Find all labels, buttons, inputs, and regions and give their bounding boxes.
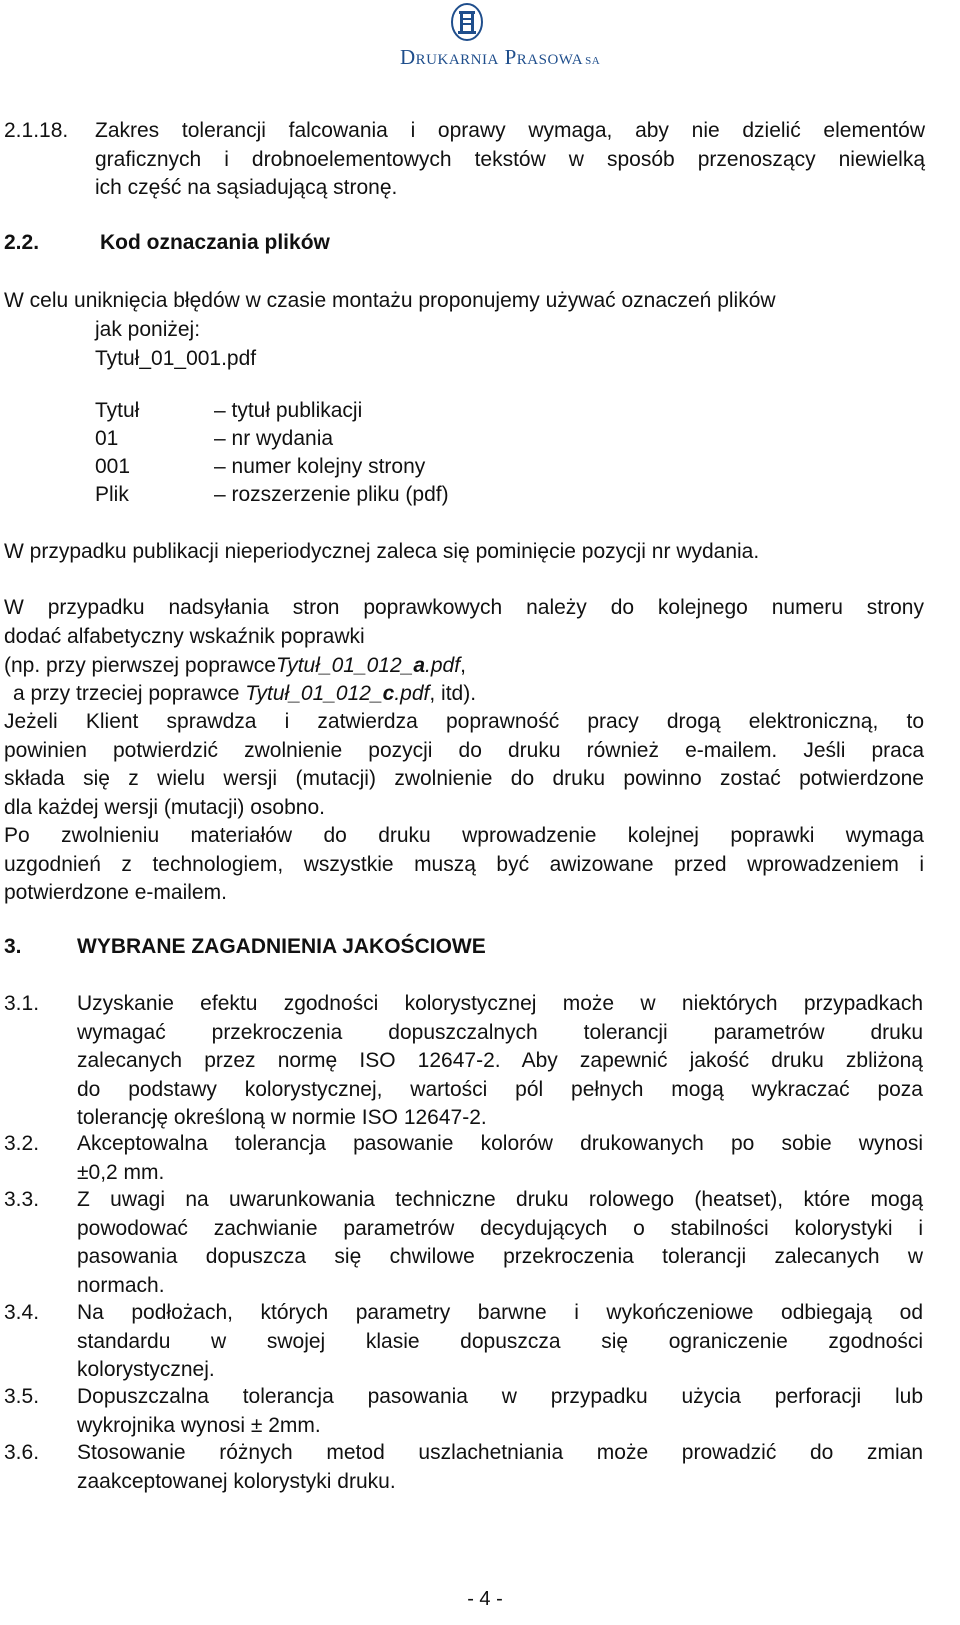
legend-desc: – nr wydania: [214, 427, 334, 450]
section-title: Kod oznaczania plików: [100, 231, 330, 254]
logo-wordmark: [400, 45, 615, 69]
item-text: Na podłożach, których parametry barwne i wykończeniowe odbiegają od standardu w swojej klasie dopuszcza się ograniczenie zgodności kolorystycznej.: [77, 1301, 923, 1382]
text-line: Jeżeli Klient sprawdza i zatwierdza poprawność pracy drogą elektroniczną, to: [4, 710, 924, 733]
item-number: 3.6.: [4, 1441, 40, 1464]
section-number: 3.: [4, 935, 22, 958]
logo-name: Drukarnia Prasowa: [400, 45, 584, 69]
text-line: składa się z wielu wersji (mutacji) zwolnienie do druku powinno zostać potwierdzone: [4, 767, 924, 791]
text-line: dla każdej wersji (mutacji) osobno.: [4, 795, 325, 819]
filename-example: Tytuł_01_001.pdf: [95, 347, 257, 370]
legend-desc: – numer kolejny strony: [214, 455, 426, 478]
text-line: potwierdzone e-mailem.: [4, 881, 227, 905]
intro-line: jak poniżej:: [95, 318, 201, 341]
paragraph: [4, 822, 924, 908]
text-line: Po zwolnieniu materiałów do druku wprowadzenie kolejnej poprawki wymaga: [4, 824, 924, 847]
note2: [4, 594, 924, 651]
logo-sa: SA: [585, 55, 601, 67]
legend-key: Tytuł: [95, 399, 140, 422]
text-line: graficznych i drobnoelementowych tekstów w sposób przenoszący niewielką: [95, 147, 925, 171]
item-text: Akceptowalna tolerancja pasowanie kolorów drukowanych po sobie wynosi ±0,2 mm.: [77, 1132, 923, 1184]
section-number: 2.1.18.: [4, 119, 69, 142]
item-number: 3.5.: [4, 1385, 40, 1408]
legend-desc: – tytuł publikacji: [214, 399, 363, 422]
page-number: - 4 -: [467, 1588, 503, 1610]
item-text: Z uwagi na uwarunkowania techniczne druku rolowego (heatset), które mogą powodować zachwianie parametrów decydujących o stabilności kolorystyki i pasowania dopuszcza się chwilowe przekroczenia tolerancji zalecanych w normach.: [77, 1188, 923, 1297]
item-text: Uzyskanie efektu zgodności kolorystycznej może w niektórych przypadkach wymagać przekroczenia dopuszczalnych tolerancji parametrów druku zalecanych przez normę ISO 12647-2. Aby zapewnić jakość druku zbliżoną do podstawy kolorystycznej, wartości pól pełnych mogą wykraczać poza tolerancję określoną w normie ISO 12647-2.: [77, 992, 923, 1130]
legend-desc: – rozszerzenie pliku (pdf): [214, 483, 449, 506]
intro-line: W celu uniknięcia błędów w czasie montażu proponujemy używać oznaczeń plików: [4, 289, 776, 312]
example-line: (np. przy pierwszej poprawceTytuł_01_012_a.pdf,: [4, 654, 466, 677]
text-line: powinien potwierdzić zwolnienie pozycji do druku również e-mailem. Jeśli praca: [4, 738, 924, 762]
note-line: W przypadku publikacji nieperiodycznej zaleca się pominięcie pozycji nr wydania.: [4, 540, 760, 563]
legend-key: Plik: [95, 483, 129, 506]
printing-press-logo-icon: [450, 2, 484, 42]
text-line: Zakres tolerancji falcowania i oprawy wymaga, aby nie dzielić elementów: [95, 119, 925, 142]
section-title: WYBRANE ZAGADNIENIA JAKOŚCIOWE: [77, 935, 486, 958]
section-2-1-18-text: [95, 117, 925, 203]
text-line: uzgodnień z technologiem, wszystkie muszą być awizowane przed wprowadzeniem i: [4, 852, 924, 876]
text-line: ich część na sąsiadującą stronę.: [95, 176, 398, 200]
item-text: Dopuszczalna tolerancja pasowania w przypadku użycia perforacji lub wykrojnika wynosi ± 2mm.: [77, 1385, 923, 1437]
example-line: a przy trzeciej poprawce Tytuł_01_012_c.pdf, itd).: [13, 682, 477, 705]
legend-key: 01: [95, 427, 119, 450]
item-number: 3.4.: [4, 1301, 40, 1324]
section-number: 2.2.: [4, 231, 40, 254]
text-line: dodać alfabetyczny wskaźnik poprawki: [4, 624, 365, 648]
item-number: 3.2.: [4, 1132, 40, 1155]
paragraph: [4, 708, 924, 822]
item-number: 3.3.: [4, 1188, 40, 1211]
legend-key: 001: [95, 455, 131, 478]
item-number: 3.1.: [4, 992, 40, 1015]
item-text: Stosowanie różnych metod uszlachetniania może prowadzić do zmian zaakceptowanej kolorystyki druku.: [77, 1441, 923, 1493]
text-line: W przypadku nadsyłania stron poprawkowych należy do kolejnego numeru strony: [4, 596, 924, 619]
